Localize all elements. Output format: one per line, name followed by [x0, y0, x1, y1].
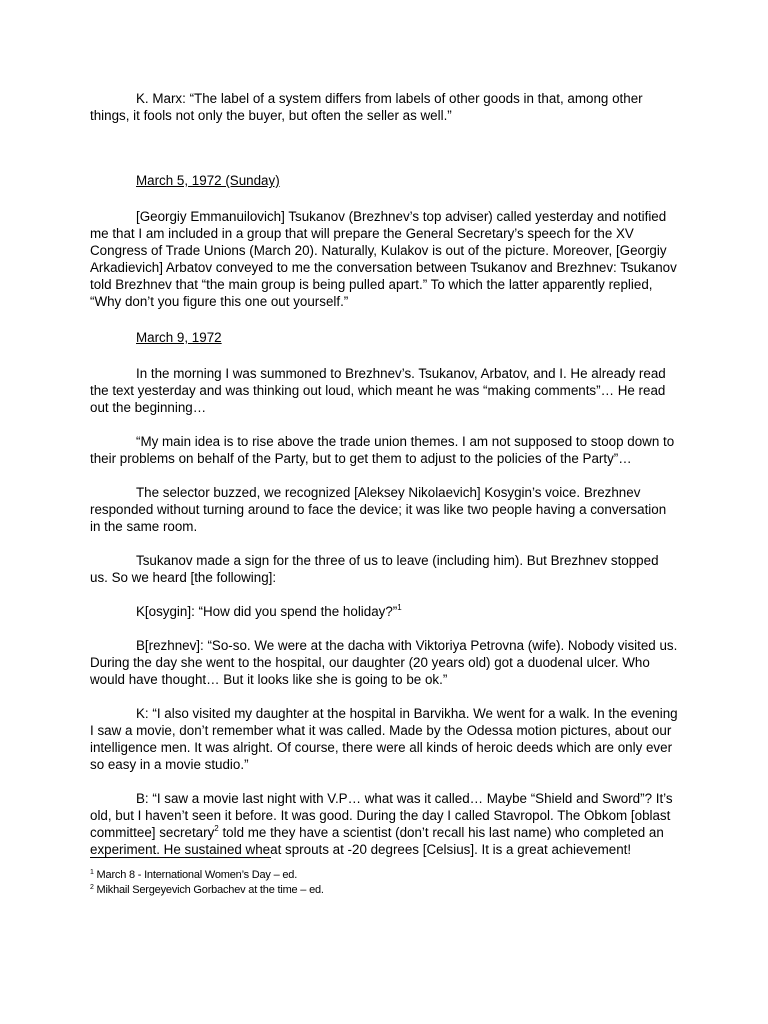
dialogue-brezhnev-dacha: B[rezhnev]: “So-so. We were at the dacha with Viktoriya Petrovna (wife). Nobody visited us. During the day she went to the hospital, our daughter (20 years old) got a duodenal ulcer. Who would have thought… But it looks like she is going to be ok.”	[90, 638, 678, 687]
paragraph-main-idea: “My main idea is to rise above the trade union themes. I am not supposed to stoop down to their problems on behalf of the Party, but to get them to adjust to the policies of the Party”…	[90, 434, 675, 466]
dialogue-text: K[osygin]: “How did you spend the holiday?”	[136, 604, 398, 619]
document-body	[90, 90, 680, 858]
footnote-text: Mikhail Sergeyevich Gorbachev at the time – ed.	[93, 884, 324, 896]
footnote-ref-1: 1	[397, 603, 402, 612]
paragraph-tsukanov-call: [Georgiy Emmanuilovich] Tsukanov (Brezhnev’s top adviser) called yesterday and notified me that I am included in a group that will prepare the General Secretary’s speech for the XV Congress of Trade Unions (March 20). Naturally, Kulakov is out of the picture. Moreover, [Georgiy Arkadievich] Arbatov conveyed to me the conversation between Tsukanov and Brezhnev: Tsukanov told Brezhnev that “the main group is being pulled apart.” To which the latter apparently replied, “Why don’t you figure this one out yourself.”	[90, 209, 677, 309]
footnote-separator	[90, 857, 271, 858]
paragraph-summoned: In the morning I was summoned to Brezhnev’s. Tsukanov, Arbatov, and I. He already read the text yesterday and was thinking out loud, which meant he was “making comments”… He read out the beginning…	[90, 366, 666, 415]
paragraph-selector-buzzed: The selector buzzed, we recognized [Aleksey Nikolaevich] Kosygin’s voice. Brezhnev responded without turning around to face the device; it was like two people having a conversation in the same room.	[90, 485, 667, 534]
footnote-number: 2	[90, 884, 94, 891]
marx-quote: K. Marx: “The label of a system differs from labels of other goods in that, among other things, it fools not only the buyer, but often the seller as well.”	[90, 91, 643, 123]
dialogue-kosygin-holiday	[90, 603, 680, 620]
footnote-2	[90, 883, 680, 898]
footnote-1	[90, 868, 680, 883]
entry-date-march-9: March 9, 1972	[136, 330, 222, 345]
footnote-text: March 8 - International Women’s Day – ed.	[93, 869, 298, 881]
footnote-number: 1	[90, 869, 94, 876]
footnotes	[90, 857, 680, 898]
dialogue-text: B: “I saw a movie last night with V.P… what was it called… Maybe “Shield and Sword”? It’s old, but I haven’t seen it before. It was good. During the day I called Stavropol. The Obkom [oblast committee] secretary	[90, 791, 673, 840]
entry-date-march-5: March 5, 1972 (Sunday)	[136, 173, 280, 188]
dialogue-kosygin-movie: K: “I also visited my daughter at the hospital in Barvikha. We went for a walk. In the evening I saw a movie, don’t remember what it was called. Made by the Odessa motion pictures, about our intelligence men. It was alright. Of course, there were all kinds of heroic deeds which are only ever so easy in a movie studio.”	[90, 706, 678, 772]
dialogue-text: told me they have a scientist (don’t recall his last name) who completed an experiment. He sustained wheat sprouts at -20 degrees [Celsius]. It is a great achievement!	[90, 825, 664, 857]
dialogue-brezhnev-movie	[90, 790, 680, 858]
footnote-ref-2: 2	[214, 824, 219, 833]
paragraph-sign-to-leave: Tsukanov made a sign for the three of us to leave (including him). But Brezhnev stopped us. So we heard [the following]:	[90, 553, 659, 585]
